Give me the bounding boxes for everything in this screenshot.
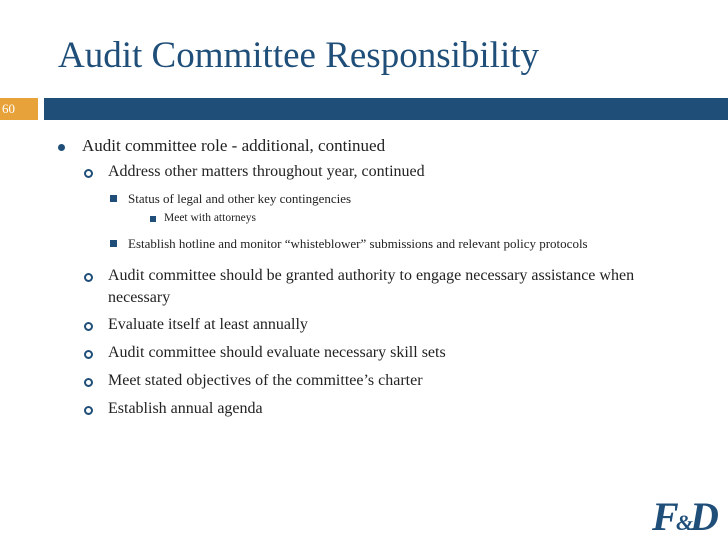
bullet-square-icon	[110, 195, 117, 202]
bullet-square-icon	[150, 216, 156, 222]
bullet-item: Audit committee should be granted authority to engage necessary assistance when	[108, 267, 635, 284]
bullet-item-continued: necessary	[108, 289, 171, 306]
bullet-item: Status of legal and other key contingencies	[128, 191, 352, 206]
bullet-item: Audit committee role - additional, continued	[82, 136, 386, 155]
bullet-disc-icon	[58, 144, 65, 151]
bullet-ring-icon	[84, 350, 93, 359]
bullet-item: Evaluate itself at least annually	[108, 316, 308, 333]
bullet-item: Establish hotline and monitor “whisteblower” submissions and relevant policy protocols	[128, 236, 588, 251]
bullet-item: Address other matters throughout year, continued	[108, 163, 425, 180]
bullet-square-icon	[110, 240, 117, 247]
title-underline-bar	[44, 98, 728, 120]
bullet-item: Audit committee should evaluate necessary skill sets	[108, 344, 446, 361]
bullet-item: Meet with attorneys	[164, 212, 256, 224]
svg-text:D: D	[690, 494, 719, 538]
bullet-ring-icon	[84, 378, 93, 387]
slide-title: Audit Committee Responsibility	[58, 35, 539, 76]
bullet-item: Establish annual agenda	[108, 400, 263, 417]
page-number: 60	[0, 98, 38, 120]
svg-text:F: F	[652, 494, 679, 538]
bullet-ring-icon	[84, 169, 93, 178]
bullet-item: Meet stated objectives of the committee’s charter	[108, 372, 423, 389]
bullet-ring-icon	[84, 322, 93, 331]
bullet-ring-icon	[84, 406, 93, 415]
svg-text:&: &	[676, 510, 694, 535]
firm-logo	[652, 488, 722, 538]
bullet-ring-icon	[84, 273, 93, 282]
